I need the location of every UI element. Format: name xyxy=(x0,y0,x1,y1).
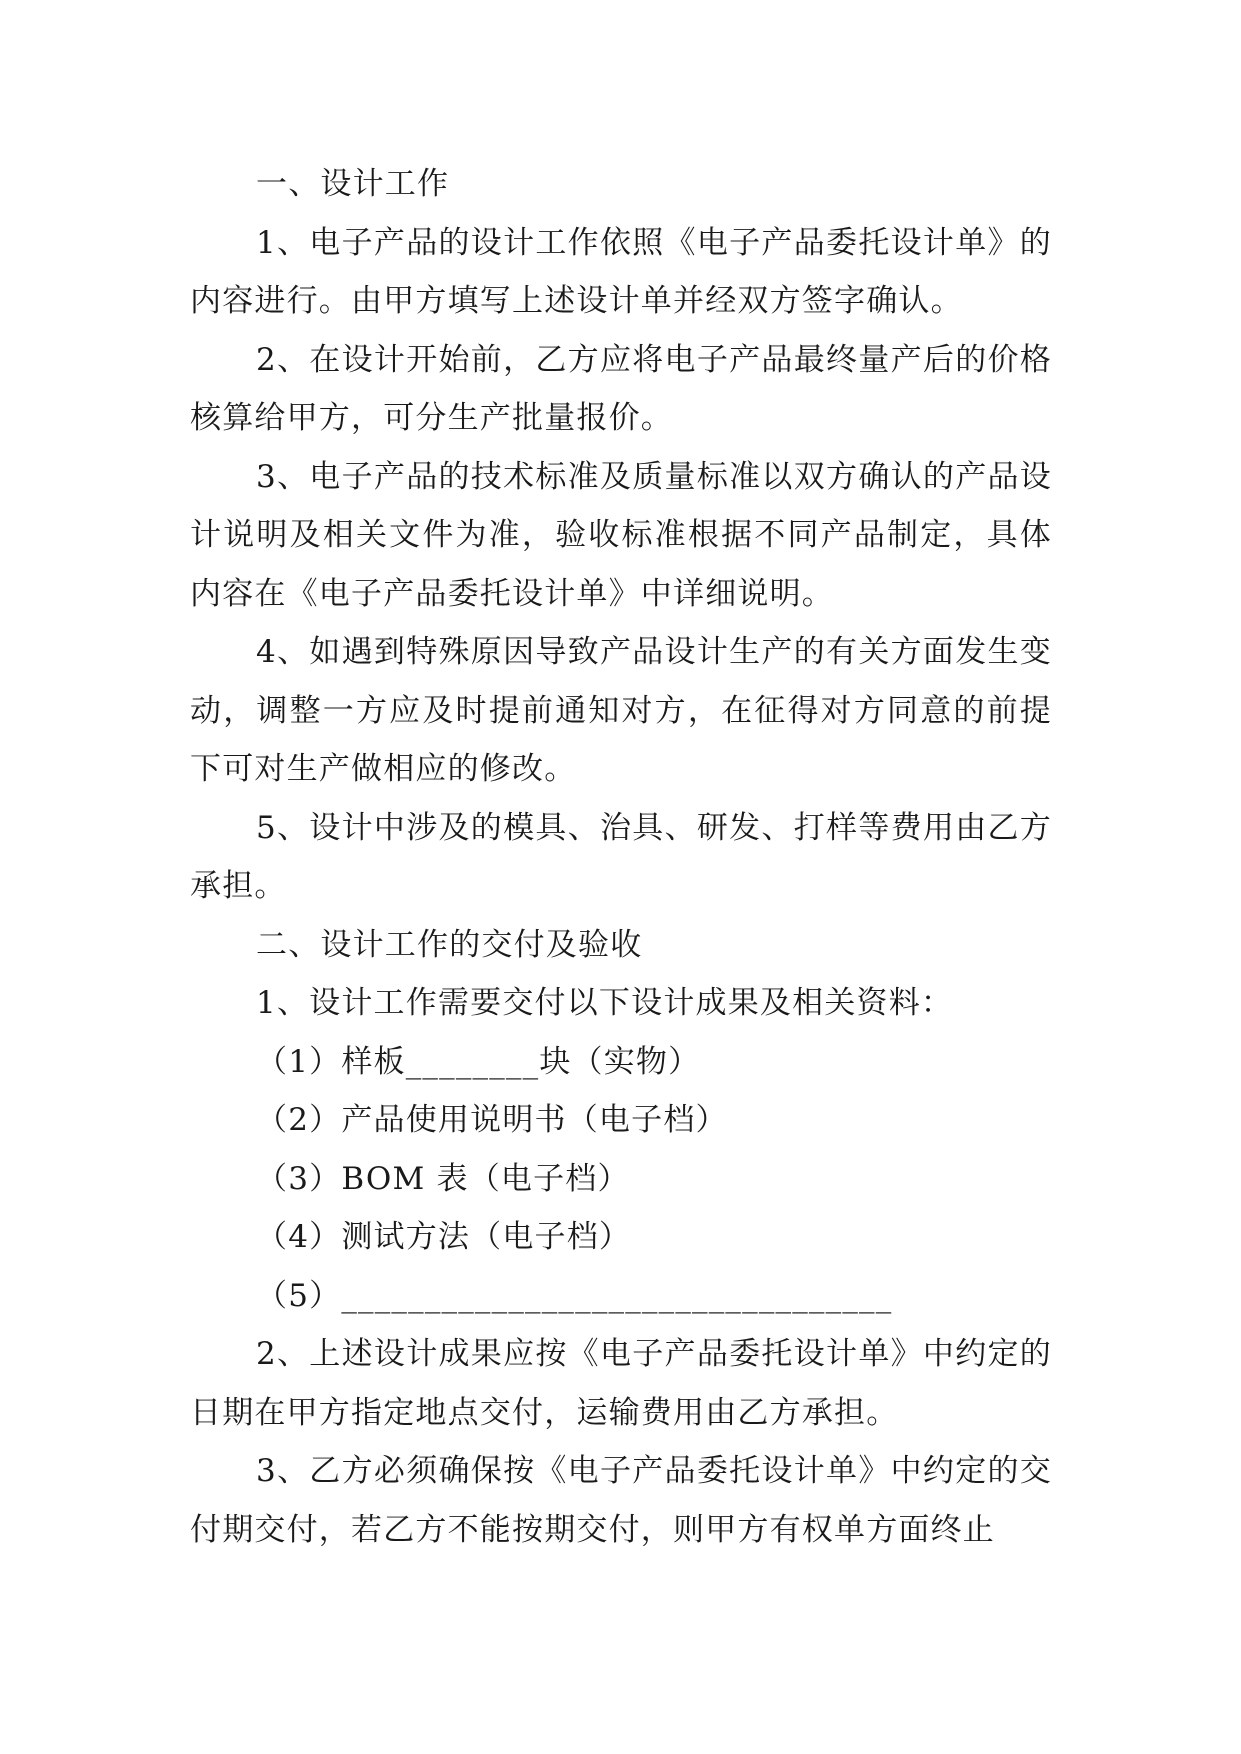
clause-4-changes: 4、如遇到特殊原因导致产品设计生产的有关方面发生变动，调整一方应及时提前通知对方，在征得对方同意的前提下可对生产做相应的修改。 xyxy=(190,634,1052,787)
deliverable-item-2: （2）产品使用说明书（电子档） xyxy=(256,1102,728,1138)
section-heading-design-work: 一、设计工作 xyxy=(256,166,450,202)
deliverable-item-5: （5）_________________________________ xyxy=(256,1277,893,1314)
deliverable-item-4: （4）测试方法（电子档） xyxy=(256,1219,632,1255)
clause-1-design-basis: 1、电子产品的设计工作依照《电子产品委托设计单》的内容进行。由甲方填写上述设计单并经双方签字确认。 xyxy=(190,224,1052,319)
clause-3-standards: 3、电子产品的技术标准及质量标准以双方确认的产品设计说明及相关文件为准，验收标准根据不同产品制定，具体内容在《电子产品委托设计单》中详细说明。 xyxy=(190,458,1052,612)
document-body xyxy=(190,155,1052,1559)
deliverable-item-1: （1）样板________块（实物） xyxy=(256,1043,701,1080)
deliverable-item-3: （3）BOM 表（电子档） xyxy=(256,1160,630,1197)
delivery-clause-3: 3、乙方必须确保按《电子产品委托设计单》中约定的交付期交付，若乙方不能按期交付，则甲方有权单方面终止 xyxy=(190,1453,1052,1548)
clause-5-costs: 5、设计中涉及的模具、治具、研发、打样等费用由乙方承担。 xyxy=(190,809,1052,904)
clause-2-price-quote: 2、在设计开始前，乙方应将电子产品最终量产后的价格核算给甲方，可分生产批量报价。 xyxy=(190,341,1052,436)
delivery-clause-1: 1、设计工作需要交付以下设计成果及相关资料： xyxy=(256,985,954,1021)
delivery-clause-2: 2、上述设计成果应按《电子产品委托设计单》中约定的日期在甲方指定地点交付，运输费用由乙方承担。 xyxy=(190,1336,1052,1431)
section-heading-delivery: 二、设计工作的交付及验收 xyxy=(256,926,643,963)
